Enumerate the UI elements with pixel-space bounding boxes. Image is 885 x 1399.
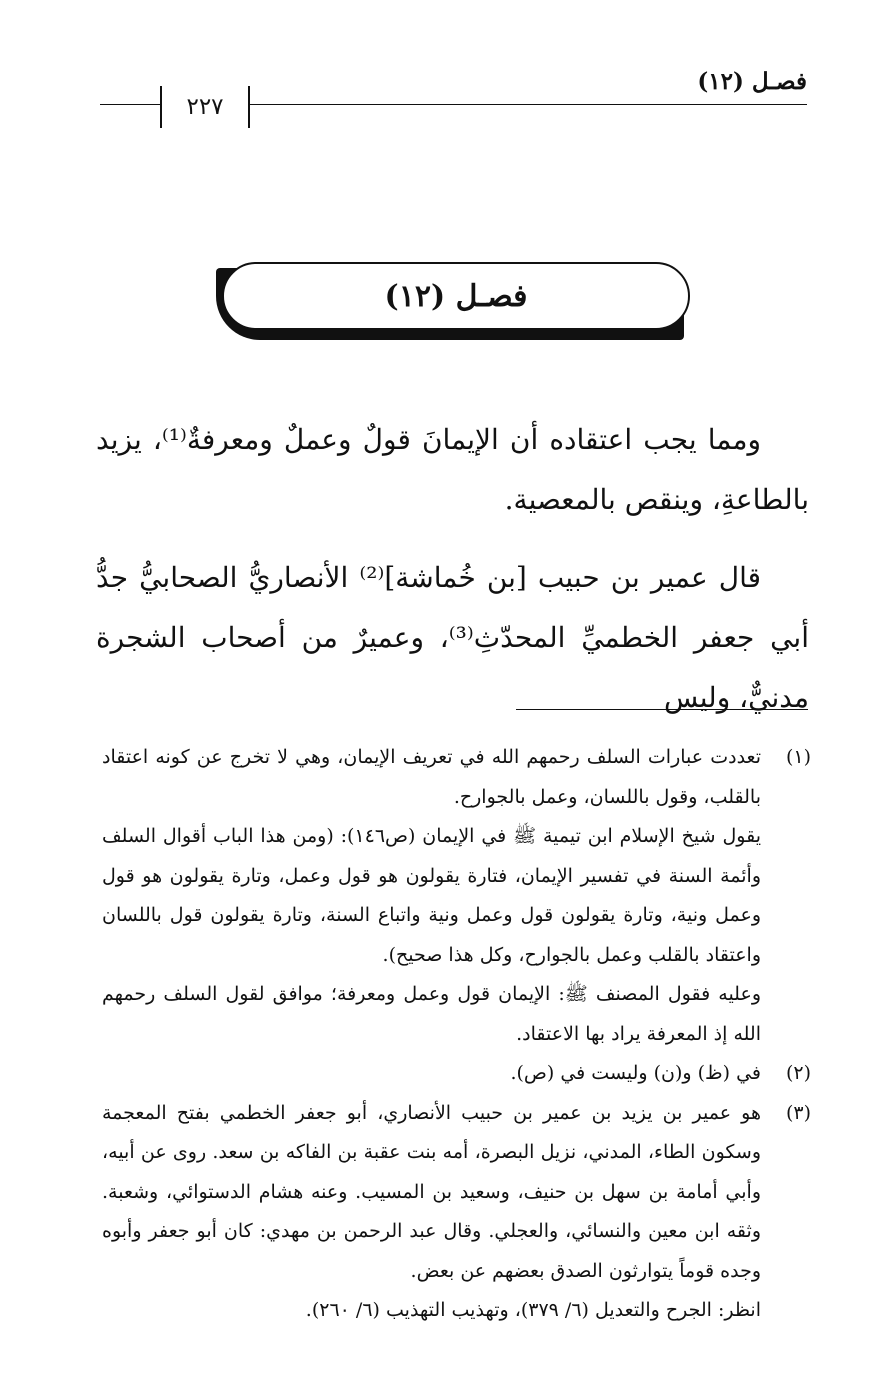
body-paragraph-1: ومما يجب اعتقاده أن الإيمانَ قولٌ وعملٌ ومعرفةٌ⁽¹⁾، يزيد بالطاعةِ، وينقص بالمعصية.: [96, 423, 809, 516]
footnote-3: [102, 1094, 811, 1331]
body-paragraph-2: قال عمير بن حبيب [بن خُماشة]⁽²⁾ الأنصاريُّ الصحابيُّ جدُّ أبي جعفر الخطميِّ المحدّثِ⁽³⁾، وعميرٌ من أصحاب الشجرة مدنيٌّ، وليس: [96, 561, 809, 714]
footnotes: [102, 738, 811, 1331]
footnote-text: يقول شيخ الإسلام ابن تيمية ﷺ في الإيمان (ص١٤٦): (ومن هذا الباب أقوال السلف وأئمة السنة في تفسير الإيمان، فتارة يقولون هو قول وعمل، وتارة يقولون هو قول وعمل ونية، وتارة يقولون قول وعمل ونية واتباع السنة، وتارة يقولون قول باللسان واعتقاد بالقلب وعمل بالجوارح، وكل هذا صحيح).: [102, 825, 761, 966]
running-header-chapter: فصـل (١٢): [697, 68, 807, 95]
footnote-text: وعليه فقول المصنف ﷺ: الإيمان قول وعمل ومعرفة؛ موافق لقول السلف رحمهم الله إذ المعرفة يراد بها الاعتقاد.: [102, 983, 761, 1045]
footnote-body: [102, 738, 761, 1054]
footnote-body: [102, 1054, 761, 1094]
page-number: ٢٢٧: [160, 86, 250, 128]
footnote-1: [102, 738, 811, 1054]
footnote-text: في (ظ) و(ن) وليست في (ص).: [510, 1062, 761, 1084]
footnote-body: [102, 1094, 761, 1331]
footnote-text: انظر: الجرح والتعديل (٦/ ٣٧٩)، وتهذيب التهذيب (٦/ ٢٦٠).: [305, 1299, 761, 1321]
section-title-banner: [216, 262, 692, 340]
footnote-text: تعددت عبارات السلف رحمهم الله في تعريف الإيمان، وهي لا تخرج عن كونه اعتقاد بالقلب، وقول باللسان، وعمل بالجوارح.: [102, 746, 761, 808]
footnote-2: [102, 1054, 811, 1094]
section-title: فصـل (١٢): [222, 262, 690, 330]
footnote-number: (٢): [785, 1062, 811, 1084]
footnote-text: هو عمير بن يزيد بن عمير بن حبيب الأنصاري، أبو جعفر الخطمي بفتح المعجمة وسكون الطاء، المدني، نزيل البصرة، أمه بنت عقبة بن الفاكه بن سعد. روى عن أبيه، وأبي أمامة بن سهل بن حنيف، وسعيد بن المسيب. وعنه هشام الدستوائي، وشعبة. وثقه ابن معين والنسائي، والعجلي. وقال عبد الرحمن بن مهدي: كان أبو جعفر وأبوه وجده قوماً يتوارثون الصدق بعضهم عن بعض.: [102, 1101, 761, 1282]
footnote-number: (٣): [785, 1101, 811, 1124]
footnote-number: (١): [785, 746, 811, 768]
footnote-separator: [516, 709, 808, 710]
